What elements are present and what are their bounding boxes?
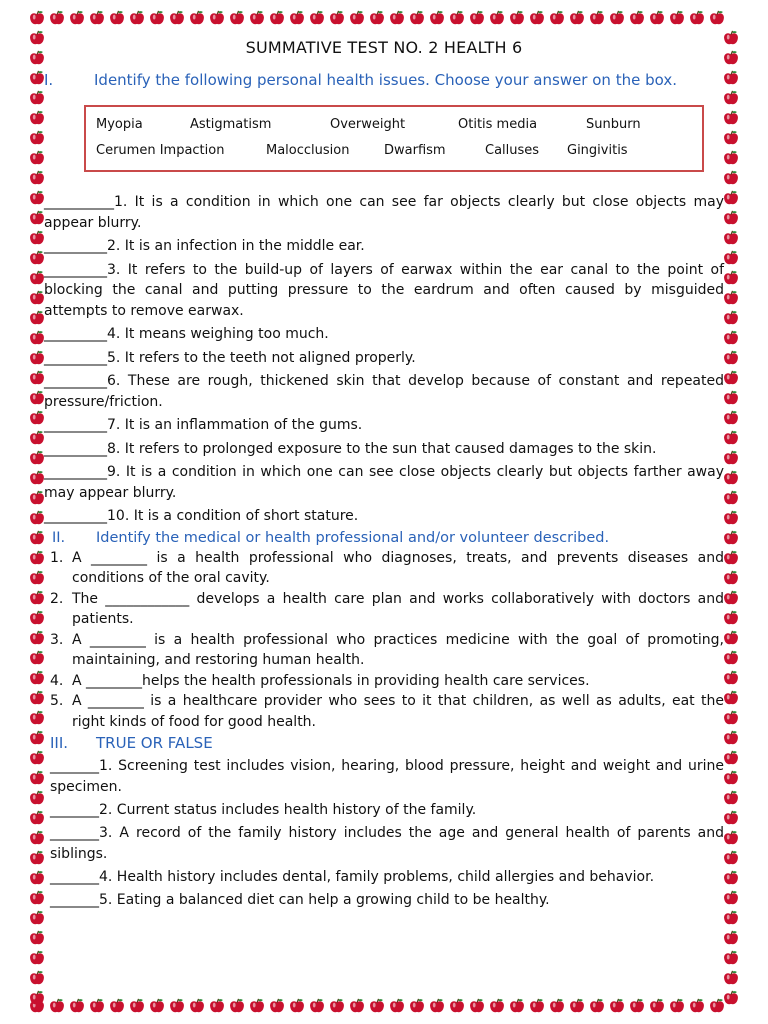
apple-icon <box>724 391 738 404</box>
apple-icon <box>724 431 738 444</box>
apple-icon <box>724 791 738 804</box>
apple-icon <box>724 951 738 964</box>
apple-icon <box>310 999 324 1012</box>
apple-icon <box>30 851 44 864</box>
apple-icon <box>724 911 738 924</box>
apple-icon <box>30 691 44 704</box>
apple-icon <box>410 999 424 1012</box>
choices-row-1 <box>96 112 692 138</box>
apple-icon <box>30 611 44 624</box>
apple-icon <box>430 11 444 24</box>
apple-icon <box>150 11 164 24</box>
apple-icon <box>470 11 484 24</box>
apple-icon <box>30 311 44 324</box>
section-2-heading <box>44 530 724 546</box>
apple-icon <box>30 871 44 884</box>
apple-icon <box>330 999 344 1012</box>
apple-icon <box>30 651 44 664</box>
section-1-items <box>44 192 724 527</box>
apple-icon <box>450 11 464 24</box>
apple-icon <box>724 611 738 624</box>
choice-word: Myopia <box>96 117 143 132</box>
apple-icon <box>410 11 424 24</box>
apple-icon <box>30 291 44 304</box>
apple-icon <box>370 999 384 1012</box>
true-false-item: _______4. Health history includes dental, family problems, child allergies and behavior. <box>50 869 655 885</box>
apple-icon <box>30 411 44 424</box>
apple-icon <box>290 11 304 24</box>
apple-icon <box>610 11 624 24</box>
question-item: __________1. It is a condition in which one can see far objects clearly but close objects may appear blurry. <box>44 194 724 231</box>
item-text: A ________ is a health professional who diagnoses, treats, and prevents diseases and conditions of the oral cavity. <box>72 549 724 586</box>
apple-icon <box>724 551 738 564</box>
section-2 <box>44 530 724 733</box>
true-false-item: _______3. A record of the family history includes the age and general health of parents and siblings. <box>50 825 724 862</box>
apple-icon <box>30 231 44 244</box>
true-false-item: _______1. Screening test includes vision, hearing, blood pressure, height and weight and urine specimen. <box>50 758 724 795</box>
apple-icon <box>30 911 44 924</box>
apple-icon <box>90 999 104 1012</box>
apple-icon <box>30 731 44 744</box>
apple-icon <box>490 999 504 1012</box>
apple-icon <box>30 711 44 724</box>
apple-icon <box>270 11 284 24</box>
apple-icon <box>30 571 44 584</box>
apple-icon <box>130 999 144 1012</box>
section-2-items <box>50 548 724 733</box>
apple-icon <box>290 999 304 1012</box>
apple-icon <box>630 999 644 1012</box>
item-number: 5. <box>50 693 64 709</box>
apple-icon <box>330 11 344 24</box>
choice-word: Calluses <box>485 143 540 158</box>
apple-icon <box>250 999 264 1012</box>
apple-icon <box>230 999 244 1012</box>
apple-icon <box>30 931 44 944</box>
apple-icon <box>590 11 604 24</box>
choice-word: Dwarfism <box>384 143 446 158</box>
apple-icon <box>30 951 44 964</box>
apple-icon <box>550 11 564 24</box>
apple-icon <box>50 11 64 24</box>
apple-icon <box>210 11 224 24</box>
apple-icon <box>30 371 44 384</box>
apple-icon <box>30 111 44 124</box>
apple-icon <box>530 999 544 1012</box>
numbered-item <box>50 691 724 732</box>
apple-icon <box>30 391 44 404</box>
apple-icon <box>724 411 738 424</box>
section-3-items <box>50 756 724 911</box>
apple-icon <box>724 691 738 704</box>
apple-icon <box>724 171 738 184</box>
numbered-item <box>50 548 724 589</box>
apple-icon <box>170 999 184 1012</box>
apple-icon <box>190 999 204 1012</box>
apple-icon <box>30 991 44 1004</box>
apple-icon <box>724 591 738 604</box>
choice-word: Cerumen Impaction <box>96 143 225 158</box>
apple-icon <box>510 11 524 24</box>
apple-icon <box>30 471 44 484</box>
apple-icon <box>170 11 184 24</box>
apple-icon <box>724 211 738 224</box>
apple-icon <box>724 91 738 104</box>
apple-icon <box>30 751 44 764</box>
apple-icon <box>724 251 738 264</box>
apple-icon <box>230 11 244 24</box>
apple-icon <box>690 11 704 24</box>
apple-icon <box>724 651 738 664</box>
item-number: 4. <box>50 672 64 689</box>
apple-icon <box>724 851 738 864</box>
apple-icon <box>30 51 44 64</box>
question-item: _________8. It refers to prolonged exposure to the sun that caused damages to the skin. <box>44 440 657 457</box>
apple-icon <box>30 191 44 204</box>
apple-icon <box>724 311 738 324</box>
apple-icon <box>30 811 44 824</box>
apple-icon <box>310 11 324 24</box>
apple-icon <box>30 531 44 544</box>
apple-icon <box>110 999 124 1012</box>
apple-icon <box>724 151 738 164</box>
apple-icon <box>724 811 738 824</box>
apple-icon <box>724 711 738 724</box>
question-item: _________10. It is a condition of short stature. <box>44 508 359 524</box>
apple-icon <box>724 191 738 204</box>
apple-icon <box>30 591 44 604</box>
apple-icon <box>710 11 724 24</box>
item-number: 2. <box>50 590 64 607</box>
apple-icon <box>30 271 44 284</box>
apple-icon <box>724 231 738 244</box>
apple-icon <box>610 999 624 1012</box>
apple-icon <box>390 999 404 1012</box>
apple-icon <box>570 11 584 24</box>
item-number: 3. <box>50 631 64 648</box>
apple-icon <box>724 131 738 144</box>
apple-icon <box>724 451 738 464</box>
apple-icon <box>30 791 44 804</box>
question-item: _________2. It is an infection in the middle ear. <box>44 238 365 254</box>
item-text: The ____________ develops a health care plan and works collaboratively with doctors and patients. <box>72 590 724 627</box>
apple-icon <box>430 999 444 1012</box>
worksheet <box>44 38 724 993</box>
apple-icon <box>30 451 44 464</box>
apple-icon <box>30 331 44 344</box>
page-title: SUMMATIVE TEST NO. 2 HEALTH 6 <box>245 38 523 57</box>
apple-icon <box>370 11 384 24</box>
apple-icon <box>724 471 738 484</box>
choice-word: Astigmatism <box>190 117 272 132</box>
apple-icon <box>30 151 44 164</box>
item-text: A ________helps the health professionals in providing health care services. <box>72 672 590 689</box>
item-text: A ________ is a healthcare provider who sees to it that children, as well as adults, eat the right kinds of food for good health. <box>72 693 724 730</box>
apple-icon <box>724 351 738 364</box>
apple-icon <box>30 491 44 504</box>
apple-icon <box>30 671 44 684</box>
apple-icon <box>724 511 738 524</box>
apple-icon <box>450 999 464 1012</box>
apple-icon <box>30 551 44 564</box>
apple-icon <box>570 999 584 1012</box>
choice-word: Malocclusion <box>266 143 350 158</box>
true-false-item: _______5. Eating a balanced diet can help a growing child to be healthy. <box>50 892 550 908</box>
apple-icon <box>724 371 738 384</box>
answer-choices-box <box>84 105 704 172</box>
question-item: _________6. These are rough, thickened skin that develop because of constant and repeated pressure/friction. <box>44 373 724 410</box>
apple-icon <box>724 991 738 1004</box>
apple-icon <box>724 731 738 744</box>
apple-icon <box>210 999 224 1012</box>
apple-icon <box>30 831 44 844</box>
true-false-item: _______2. Current status includes health history of the family. <box>50 802 477 818</box>
numbered-item <box>50 630 724 671</box>
apple-icon <box>724 71 738 84</box>
numbered-item <box>50 589 724 630</box>
question-item: _________3. It refers to the build-up of layers of earwax within the ear canal to the point of blocking the canal and putting pressure to the eardrum and often caused by misguided attempts to remove earwax. <box>44 261 724 319</box>
section-3-instruction: TRUE OR FALSE <box>96 734 213 752</box>
section-2-number: II. <box>52 529 66 546</box>
apple-icon <box>270 999 284 1012</box>
item-number: 1. <box>50 549 64 566</box>
question-item: _________9. It is a condition in which one can see close objects clearly but objects farther away may appear blurry. <box>44 464 724 501</box>
apple-icon <box>724 931 738 944</box>
apple-icon <box>30 351 44 364</box>
apple-icon <box>724 631 738 644</box>
apple-icon <box>30 11 44 24</box>
numbered-item <box>50 671 724 692</box>
apple-icon <box>670 11 684 24</box>
apple-icon <box>724 51 738 64</box>
apple-icon <box>30 971 44 984</box>
apple-icon <box>50 999 64 1012</box>
apple-icon <box>550 999 564 1012</box>
choice-word: Overweight <box>330 117 406 132</box>
apple-icon <box>650 999 664 1012</box>
apple-icon <box>190 11 204 24</box>
apple-icon <box>30 771 44 784</box>
apple-icon <box>30 31 44 44</box>
apple-icon <box>350 11 364 24</box>
section-1-number: I. <box>44 71 54 89</box>
choice-word: Otitis media <box>458 117 538 132</box>
question-item: _________5. It refers to the teeth not aligned properly. <box>44 349 416 366</box>
apple-icon <box>30 891 44 904</box>
apple-icon <box>710 999 724 1012</box>
apple-icon <box>530 11 544 24</box>
apple-icon <box>130 11 144 24</box>
apple-icon <box>390 11 404 24</box>
apple-icon <box>724 771 738 784</box>
choices-row-2 <box>96 138 692 164</box>
apple-icon <box>724 331 738 344</box>
apple-icon <box>724 871 738 884</box>
apple-icon <box>250 11 264 24</box>
apple-icon <box>724 531 738 544</box>
section-1-heading <box>44 71 724 89</box>
choice-word: Gingivitis <box>567 143 628 158</box>
section-3-heading <box>44 734 724 752</box>
apple-icon <box>30 71 44 84</box>
apple-icon <box>630 11 644 24</box>
choice-word: Sunburn <box>586 117 641 132</box>
apple-icon <box>690 999 704 1012</box>
apple-icon <box>30 631 44 644</box>
apple-icon <box>724 111 738 124</box>
apple-icon <box>724 971 738 984</box>
apple-icon <box>590 999 604 1012</box>
apple-icon <box>670 999 684 1012</box>
apple-icon <box>510 999 524 1012</box>
apple-icon <box>110 11 124 24</box>
apple-icon <box>30 431 44 444</box>
apple-icon <box>30 171 44 184</box>
apple-icon <box>724 291 738 304</box>
question-item: _________4. It means weighing too much. <box>44 326 329 342</box>
apple-icon <box>30 91 44 104</box>
apple-icon <box>724 671 738 684</box>
apple-icon <box>30 511 44 524</box>
apple-icon <box>724 571 738 584</box>
apple-icon <box>150 999 164 1012</box>
apple-icon <box>70 999 84 1012</box>
apple-icon <box>724 271 738 284</box>
apple-icon <box>90 11 104 24</box>
section-3-number: III. <box>50 734 69 752</box>
section-1-instruction: Identify the following personal health issues. Choose your answer on the box. <box>94 71 677 89</box>
apple-icon <box>30 211 44 224</box>
apple-icon <box>724 891 738 904</box>
apple-icon <box>30 251 44 264</box>
apple-icon <box>724 491 738 504</box>
apple-icon <box>724 31 738 44</box>
apple-icon <box>490 11 504 24</box>
apple-icon <box>350 999 364 1012</box>
section-3 <box>44 734 724 911</box>
apple-icon <box>30 131 44 144</box>
apple-icon <box>70 11 84 24</box>
apple-icon <box>650 11 664 24</box>
apple-icon <box>470 999 484 1012</box>
section-2-instruction: Identify the medical or health professional and/or volunteer described. <box>96 529 610 546</box>
item-text: A ________ is a health professional who practices medicine with the goal of promoting, maintaining, and restoring human health. <box>72 631 724 668</box>
apple-icon <box>724 831 738 844</box>
apple-icon <box>724 751 738 764</box>
question-item: _________7. It is an inflammation of the gums. <box>44 417 363 433</box>
